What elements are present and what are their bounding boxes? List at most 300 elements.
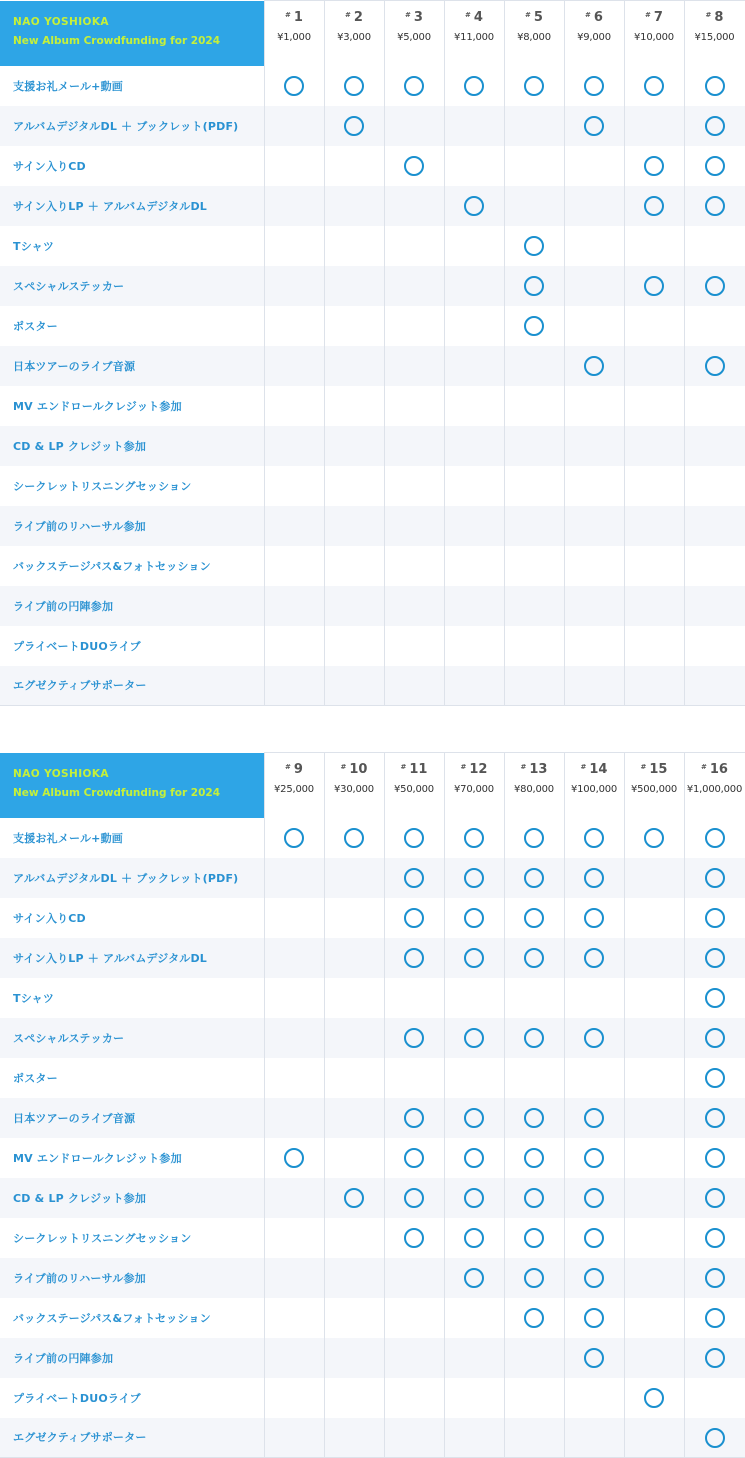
benefit-cell — [684, 938, 745, 978]
benefit-label: 支援お礼メール+動画 — [13, 831, 123, 845]
included-circle-icon — [404, 1148, 424, 1168]
included-circle-icon — [584, 1308, 604, 1328]
benefit-cell — [444, 1218, 504, 1258]
benefit-cell — [624, 626, 684, 666]
benefit-cell — [624, 66, 684, 106]
benefit-cell — [684, 586, 745, 626]
benefit-cell — [264, 146, 324, 186]
benefit-cell — [564, 666, 624, 706]
benefit-cell — [444, 978, 504, 1018]
benefit-cell — [564, 386, 624, 426]
tier-number-value: 10 — [349, 762, 368, 777]
benefit-cell — [264, 226, 324, 266]
benefit-cell — [684, 266, 745, 306]
benefit-cell — [444, 306, 504, 346]
benefit-cell — [504, 1178, 564, 1218]
included-circle-icon — [705, 828, 725, 848]
tier-header — [684, 1, 745, 66]
benefit-cell — [684, 146, 745, 186]
included-circle-icon — [464, 1228, 484, 1248]
benefit-row — [0, 66, 745, 106]
benefit-cell — [264, 1378, 324, 1418]
benefit-row — [0, 938, 745, 978]
tier-header — [624, 1, 684, 66]
benefit-cell — [684, 626, 745, 666]
tier-number — [685, 762, 745, 777]
benefit-cell — [624, 666, 684, 706]
tier-price: ¥30,000 — [334, 784, 374, 795]
header-row — [0, 1, 745, 66]
reward-table-2 — [0, 752, 745, 1458]
included-circle-icon — [584, 1228, 604, 1248]
benefit-cell — [564, 1178, 624, 1218]
benefit-cell — [264, 666, 324, 706]
benefit-cell — [564, 1058, 624, 1098]
benefit-label: 日本ツアーのライブ音源 — [0, 1098, 264, 1138]
included-circle-icon — [524, 76, 544, 96]
included-circle-icon — [284, 76, 304, 96]
benefit-cell — [504, 1298, 564, 1338]
included-circle-icon — [705, 988, 725, 1008]
benefit-cell — [564, 978, 624, 1018]
benefit-cell — [324, 506, 384, 546]
benefit-cell — [624, 978, 684, 1018]
included-circle-icon — [524, 1228, 544, 1248]
benefit-cell — [504, 938, 564, 978]
benefit-cell — [444, 1298, 504, 1338]
benefit-cell — [444, 818, 504, 858]
benefit-cell — [264, 1298, 324, 1338]
tier-price: ¥1,000 — [277, 32, 311, 43]
hash-symbol: # — [645, 11, 651, 19]
tier-price: ¥10,000 — [634, 32, 674, 43]
benefit-cell — [264, 386, 324, 426]
header-row — [0, 753, 745, 818]
included-circle-icon — [404, 1228, 424, 1248]
benefit-cell — [384, 858, 444, 898]
included-circle-icon — [464, 1188, 484, 1208]
included-circle-icon — [705, 1268, 725, 1288]
benefit-cell — [684, 546, 745, 586]
included-circle-icon — [464, 1148, 484, 1168]
benefit-cell — [504, 1258, 564, 1298]
benefit-cell — [324, 306, 384, 346]
benefit-label: ライブ前のリハーサル参加 — [0, 506, 264, 546]
benefit-cell — [384, 1218, 444, 1258]
included-circle-icon — [705, 948, 725, 968]
tier-number — [385, 762, 444, 777]
included-circle-icon — [284, 828, 304, 848]
tier-number-value: 8 — [714, 10, 724, 25]
included-circle-icon — [464, 948, 484, 968]
benefit-label: サイン入りCD — [13, 911, 86, 925]
benefit-cell — [264, 186, 324, 226]
benefit-cell — [384, 386, 444, 426]
included-circle-icon — [404, 156, 424, 176]
benefit-cell — [444, 386, 504, 426]
benefit-cell — [444, 938, 504, 978]
benefit-cell — [624, 146, 684, 186]
included-circle-icon — [584, 1188, 604, 1208]
benefit-cell — [624, 106, 684, 146]
benefit-cell — [384, 426, 444, 466]
tier-number-value: 7 — [653, 10, 663, 25]
reward-table-1 — [0, 0, 745, 706]
benefit-row — [0, 978, 745, 1018]
benefit-cell — [384, 1258, 444, 1298]
benefit-cell — [324, 266, 384, 306]
benefit-cell — [624, 426, 684, 466]
benefit-cell — [384, 1378, 444, 1418]
included-circle-icon — [404, 828, 424, 848]
benefit-cell — [564, 1018, 624, 1058]
hash-symbol: # — [701, 763, 707, 771]
benefit-row — [0, 1178, 745, 1218]
benefit-row — [0, 386, 745, 426]
benefit-row — [0, 346, 745, 386]
benefit-cell — [324, 978, 384, 1018]
included-circle-icon — [344, 828, 364, 848]
benefit-cell — [444, 226, 504, 266]
benefit-label: 支援お礼メール+動画 — [13, 79, 123, 93]
benefit-cell — [444, 106, 504, 146]
benefit-cell — [324, 1418, 384, 1458]
benefit-cell — [624, 1218, 684, 1258]
benefit-cell — [324, 546, 384, 586]
title-banner — [0, 1, 264, 66]
benefit-cell — [504, 266, 564, 306]
benefit-cell — [264, 938, 324, 978]
included-circle-icon — [584, 948, 604, 968]
included-circle-icon — [705, 76, 725, 96]
benefit-cell — [384, 978, 444, 1018]
benefit-cell — [624, 1098, 684, 1138]
benefit-cell — [624, 1298, 684, 1338]
included-circle-icon — [705, 276, 725, 296]
benefit-cell — [264, 66, 324, 106]
included-circle-icon — [705, 116, 725, 136]
benefit-cell — [444, 666, 504, 706]
benefit-row — [0, 898, 745, 938]
benefit-cell — [624, 1418, 684, 1458]
benefit-cell — [504, 1138, 564, 1178]
tier-header — [384, 1, 444, 66]
included-circle-icon — [705, 1068, 725, 1088]
benefit-cell — [624, 386, 684, 426]
included-circle-icon — [464, 908, 484, 928]
benefit-row — [0, 266, 745, 306]
benefit-cell — [504, 466, 564, 506]
hash-symbol: # — [525, 11, 531, 19]
hash-symbol: # — [705, 11, 712, 19]
included-circle-icon — [464, 1108, 484, 1128]
tier-header — [324, 1, 384, 66]
benefit-label: MV エンドロールクレジット参加 — [13, 399, 182, 413]
benefit-cell — [564, 226, 624, 266]
included-circle-icon — [524, 276, 544, 296]
included-circle-icon — [584, 116, 604, 136]
included-circle-icon — [524, 1108, 544, 1128]
benefit-cell — [444, 346, 504, 386]
benefit-cell — [444, 626, 504, 666]
included-circle-icon — [344, 116, 364, 136]
benefit-cell — [684, 1058, 745, 1098]
benefit-cell — [384, 466, 444, 506]
benefit-label: プライベートDUOライブ — [13, 1391, 141, 1405]
benefit-cell — [324, 386, 384, 426]
benefit-cell — [624, 898, 684, 938]
included-circle-icon — [464, 196, 484, 216]
benefit-cell — [684, 106, 745, 146]
benefit-cell — [444, 1018, 504, 1058]
benefit-cell — [264, 466, 324, 506]
benefit-cell — [264, 106, 324, 146]
benefit-label: 日本ツアーのライブ音源 — [0, 346, 264, 386]
title-banner — [0, 753, 264, 818]
benefit-cell — [324, 1378, 384, 1418]
benefit-cell — [564, 506, 624, 546]
benefit-cell — [264, 626, 324, 666]
benefit-cell — [684, 1298, 745, 1338]
hash-symbol: # — [640, 763, 647, 771]
benefit-cell — [504, 226, 564, 266]
artist-name: NAO YOSHIOKA — [13, 767, 109, 780]
included-circle-icon — [644, 828, 664, 848]
included-circle-icon — [524, 1308, 544, 1328]
tier-header — [504, 753, 564, 818]
benefit-cell — [264, 1058, 324, 1098]
benefit-cell — [264, 858, 324, 898]
benefit-cell — [324, 858, 384, 898]
benefit-label: サイン入りLP ＋ アルバムデジタルDL — [0, 186, 264, 226]
included-circle-icon — [524, 316, 544, 336]
benefit-cell — [684, 186, 745, 226]
benefit-cell — [504, 818, 564, 858]
benefit-cell — [384, 146, 444, 186]
tier-number-value: 12 — [469, 762, 488, 777]
benefit-label: CD & LP クレジット参加 — [0, 1178, 264, 1218]
benefit-cell — [324, 106, 384, 146]
benefit-cell — [384, 1018, 444, 1058]
tier-number-value: 11 — [409, 762, 428, 777]
included-circle-icon — [404, 948, 424, 968]
benefit-cell — [384, 938, 444, 978]
benefit-row — [0, 666, 745, 706]
tier-price: ¥80,000 — [514, 784, 554, 795]
benefit-cell — [504, 386, 564, 426]
benefit-cell — [384, 66, 444, 106]
benefit-cell — [684, 1258, 745, 1298]
benefit-cell — [384, 226, 444, 266]
benefit-cell — [564, 466, 624, 506]
benefit-row — [0, 426, 745, 466]
hash-symbol: # — [460, 763, 467, 771]
benefit-cell — [444, 466, 504, 506]
included-circle-icon — [404, 868, 424, 888]
benefit-cell — [384, 1338, 444, 1378]
artist-name: NAO YOSHIOKA — [13, 15, 109, 28]
benefit-cell — [684, 466, 745, 506]
benefit-cell — [264, 1218, 324, 1258]
benefit-cell — [264, 1418, 324, 1458]
benefit-row — [0, 818, 745, 858]
benefit-cell — [324, 1298, 384, 1338]
tier-header — [564, 1, 624, 66]
benefit-cell — [504, 1218, 564, 1258]
tier-header — [504, 1, 564, 66]
benefit-cell — [444, 426, 504, 466]
benefit-cell — [324, 1058, 384, 1098]
tier-number — [565, 762, 624, 777]
benefit-cell — [684, 226, 745, 266]
hash-symbol: # — [580, 763, 587, 771]
benefit-cell — [444, 1338, 504, 1378]
tier-number — [325, 10, 384, 25]
benefit-label: スペシャルステッカー — [0, 1018, 264, 1058]
benefit-row — [0, 586, 745, 626]
benefit-cell — [564, 266, 624, 306]
included-circle-icon — [584, 1108, 604, 1128]
benefit-label: サイン入りLP ＋ アルバムデジタルDL — [0, 938, 264, 978]
benefit-cell — [624, 1018, 684, 1058]
benefit-cell — [624, 226, 684, 266]
benefit-cell — [564, 546, 624, 586]
included-circle-icon — [705, 1148, 725, 1168]
benefit-cell — [564, 1338, 624, 1378]
tier-number-value: 2 — [353, 10, 363, 25]
benefit-row — [0, 1058, 745, 1098]
benefit-row — [0, 1258, 745, 1298]
benefit-cell — [264, 306, 324, 346]
benefit-cell — [504, 426, 564, 466]
benefit-cell — [624, 466, 684, 506]
benefit-cell — [444, 898, 504, 938]
benefit-cell — [684, 1218, 745, 1258]
benefit-cell — [384, 186, 444, 226]
included-circle-icon — [644, 196, 664, 216]
hash-symbol: # — [405, 11, 411, 19]
benefit-cell — [384, 506, 444, 546]
benefit-cell — [444, 1138, 504, 1178]
benefit-cell — [624, 186, 684, 226]
benefit-cell — [504, 306, 564, 346]
benefit-cell — [624, 1338, 684, 1378]
benefit-cell — [564, 1378, 624, 1418]
benefit-cell — [504, 1338, 564, 1378]
benefit-cell — [564, 346, 624, 386]
benefit-cell — [564, 1218, 624, 1258]
hash-symbol: # — [345, 11, 351, 19]
included-circle-icon — [524, 1148, 544, 1168]
tier-price: ¥70,000 — [454, 784, 494, 795]
tier-header — [264, 1, 324, 66]
tier-price: ¥8,000 — [517, 32, 551, 43]
included-circle-icon — [524, 868, 544, 888]
benefit-cell — [264, 1178, 324, 1218]
benefit-row — [0, 1098, 745, 1138]
benefit-cell — [504, 858, 564, 898]
benefit-cell — [444, 1058, 504, 1098]
tier-price: ¥25,000 — [274, 784, 314, 795]
included-circle-icon — [464, 1028, 484, 1048]
included-circle-icon — [404, 908, 424, 928]
benefit-cell — [384, 346, 444, 386]
included-circle-icon — [404, 1188, 424, 1208]
included-circle-icon — [705, 868, 725, 888]
benefit-cell — [444, 546, 504, 586]
benefit-cell — [324, 346, 384, 386]
benefit-label: ライブ前の円陣参加 — [0, 586, 264, 626]
tier-number-value: 15 — [649, 762, 668, 777]
benefit-label: アルバムデジタルDL ＋ ブックレット(PDF) — [0, 106, 264, 146]
tier-number-value: 4 — [473, 10, 483, 25]
included-circle-icon — [705, 196, 725, 216]
benefit-label: ライブ前の円陣参加 — [0, 1338, 264, 1378]
benefit-cell — [324, 186, 384, 226]
reward-comparison-table — [0, 0, 745, 706]
benefit-cell — [624, 346, 684, 386]
benefit-cell — [564, 898, 624, 938]
benefit-cell — [684, 1098, 745, 1138]
included-circle-icon — [705, 1428, 725, 1448]
included-circle-icon — [644, 276, 664, 296]
benefit-cell — [504, 586, 564, 626]
benefit-row — [0, 146, 745, 186]
benefit-cell — [384, 898, 444, 938]
benefit-cell — [684, 66, 745, 106]
benefit-cell — [564, 1298, 624, 1338]
tier-number-value: 9 — [293, 762, 303, 777]
tier-header — [444, 753, 504, 818]
tier-number — [265, 10, 324, 25]
benefit-cell — [384, 1058, 444, 1098]
included-circle-icon — [644, 1388, 664, 1408]
benefit-cell — [444, 186, 504, 226]
benefit-cell — [444, 1098, 504, 1138]
benefit-cell — [684, 426, 745, 466]
benefit-cell — [384, 586, 444, 626]
tier-header — [684, 753, 745, 818]
tier-number-value: 1 — [293, 10, 303, 25]
benefit-cell — [324, 66, 384, 106]
benefit-label: エグゼクティブサポーター — [0, 1418, 264, 1458]
included-circle-icon — [584, 1348, 604, 1368]
benefit-cell — [564, 1098, 624, 1138]
included-circle-icon — [584, 1268, 604, 1288]
benefit-cell — [624, 586, 684, 626]
benefit-cell — [504, 1378, 564, 1418]
included-circle-icon — [705, 1108, 725, 1128]
tier-number — [265, 762, 324, 777]
benefit-cell — [684, 1018, 745, 1058]
included-circle-icon — [584, 828, 604, 848]
benefit-cell — [564, 1258, 624, 1298]
benefit-label: シークレットリスニングセッション — [13, 479, 192, 493]
benefit-label: Tシャツ — [13, 239, 55, 253]
benefit-cell — [504, 898, 564, 938]
benefit-cell — [504, 1018, 564, 1058]
included-circle-icon — [524, 236, 544, 256]
benefit-cell — [384, 1138, 444, 1178]
included-circle-icon — [524, 1188, 544, 1208]
benefit-cell — [264, 1338, 324, 1378]
benefit-cell — [564, 626, 624, 666]
benefit-cell — [264, 1138, 324, 1178]
benefit-cell — [564, 858, 624, 898]
benefit-label: アルバムデジタルDL ＋ ブックレット(PDF) — [0, 858, 264, 898]
benefit-cell — [444, 1378, 504, 1418]
tier-price: ¥5,000 — [397, 32, 431, 43]
